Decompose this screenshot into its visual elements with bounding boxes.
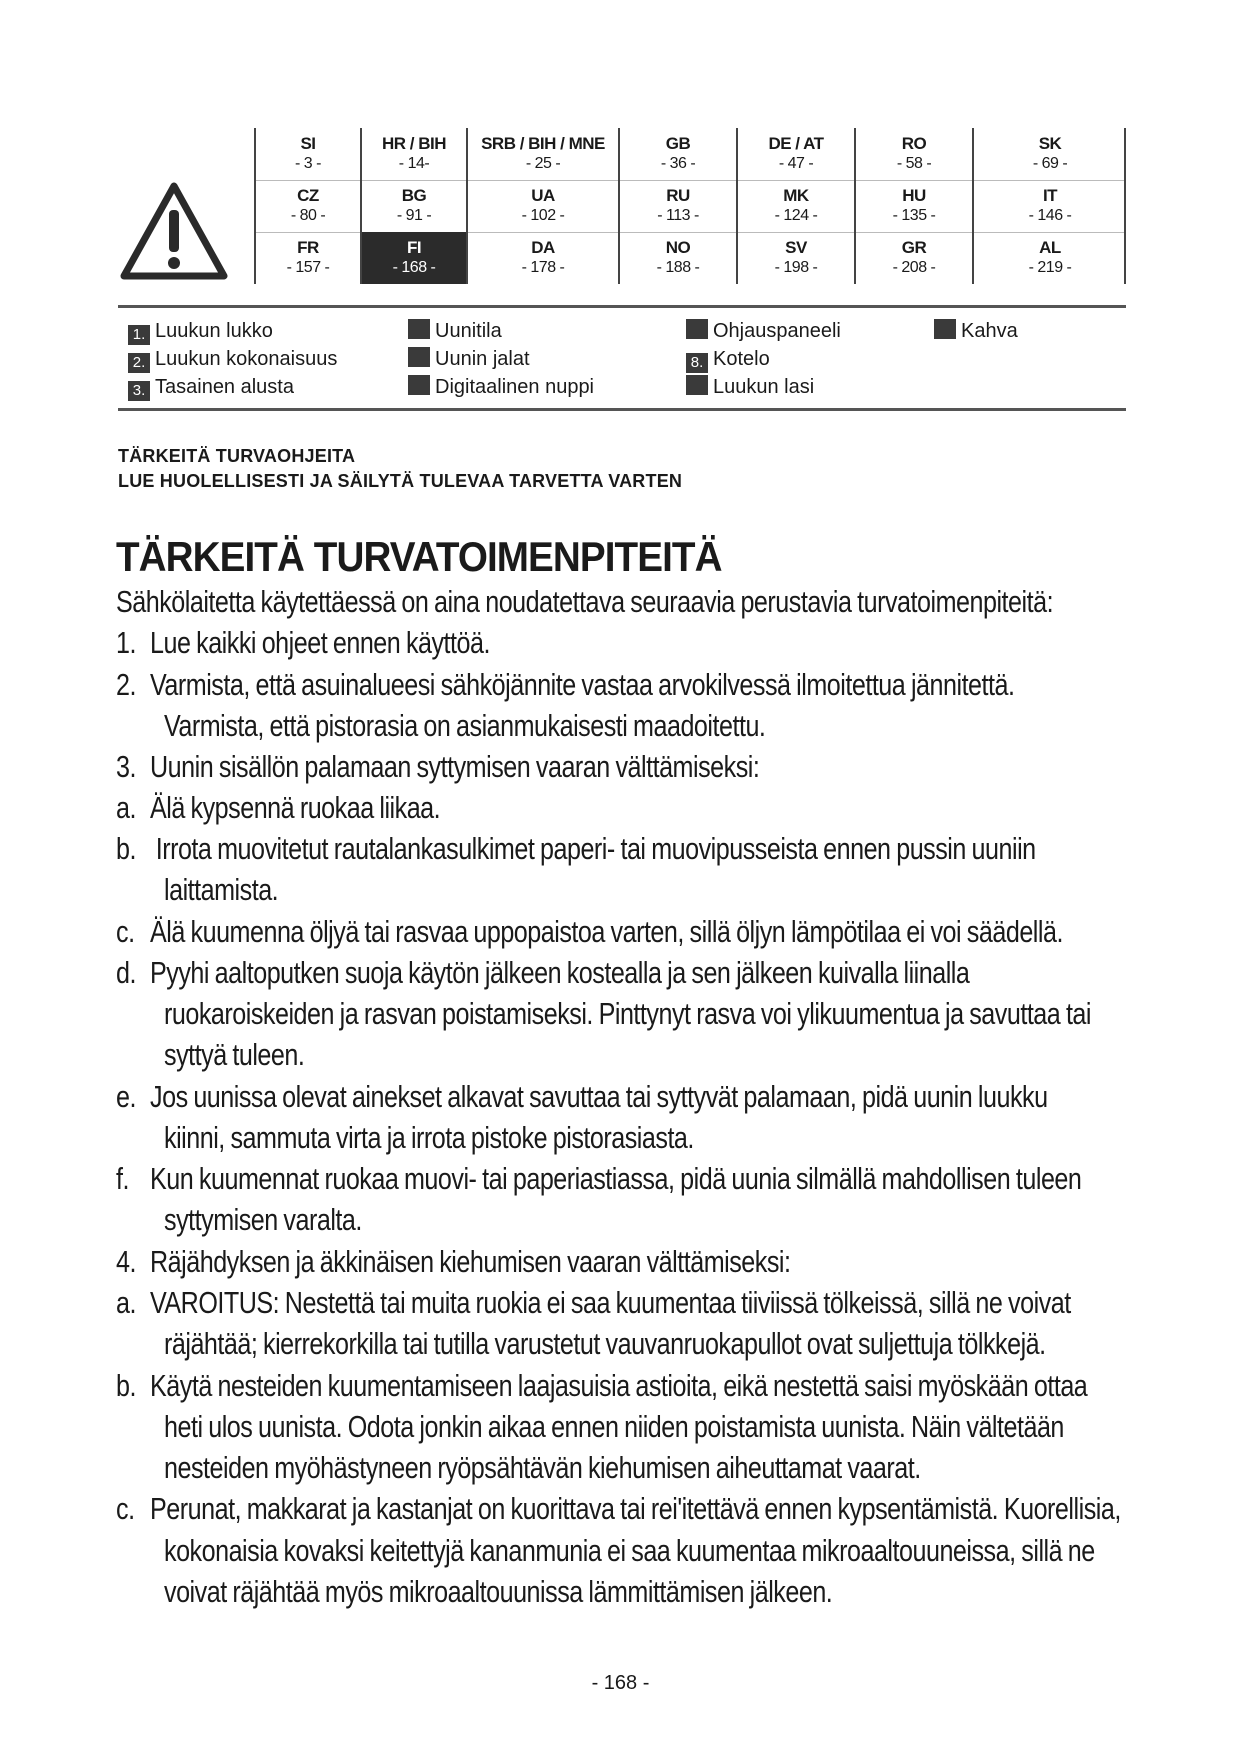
part-item: Ohjauspaneeli bbox=[686, 318, 841, 344]
list-item-continuation: syttymisen varalta. bbox=[164, 1202, 362, 1237]
safety-header-line2: LUE HUOLELLISESTI JA SÄILYTÄ TULEVAA TARVETTA VARTEN bbox=[118, 471, 683, 491]
part-item: 1. Luukun lukko bbox=[128, 318, 273, 344]
part-number-box: 1. bbox=[128, 325, 150, 345]
page-number: - 168 - bbox=[591, 1672, 650, 1694]
language-cell-cz[interactable]: CZ - 80 - bbox=[254, 180, 360, 232]
safety-header-line1: TÄRKEITÄ TURVAOHJEITA bbox=[118, 446, 356, 466]
list-item-continuation: laittamista. bbox=[164, 872, 279, 907]
list-item-continuation: räjähtää; kierrekorkilla tai tutilla varustetut vauvanruokapullot ovat suljettuja tölkkejä. bbox=[164, 1326, 1046, 1361]
divider-bottom bbox=[118, 408, 1126, 411]
part-number-box bbox=[408, 319, 430, 339]
part-item: Digitaalinen nuppi bbox=[408, 374, 594, 400]
list-item: b. Irrota muovitetut rautalankasulkimet paperi- tai muovipusseista ennen pussin uuniin bbox=[116, 831, 1036, 866]
warning-icon bbox=[118, 180, 230, 284]
part-number-box bbox=[408, 375, 430, 395]
list-item: 3. Uunin sisällön palamaan syttymisen vaaran välttämiseksi: bbox=[116, 749, 760, 784]
language-cell-fi-active[interactable]: FI - 168 - bbox=[360, 232, 466, 284]
language-cell-de[interactable]: DE / AT - 47 - bbox=[736, 128, 854, 180]
list-item-continuation: syttyä tuleen. bbox=[164, 1037, 305, 1072]
language-cell-gb[interactable]: GB - 36 - bbox=[618, 128, 736, 180]
page-title: TÄRKEITÄ TURVATOIMENPITEITÄ bbox=[116, 533, 722, 580]
language-cell-it[interactable]: IT - 146 - bbox=[972, 180, 1126, 232]
divider-top bbox=[118, 305, 1126, 308]
list-item-continuation: ruokaroiskeiden ja rasvan poistamiseksi. Pinttynyt rasva voi ylikuumentua ja savuttaa tai bbox=[164, 996, 1092, 1031]
language-cell-ua[interactable]: UA - 102 - bbox=[466, 180, 618, 232]
language-cell-sk[interactable]: SK - 69 - bbox=[972, 128, 1126, 180]
part-number-box bbox=[934, 319, 956, 339]
intro-text: Sähkölaitetta käytettäessä on aina noudatettava seuraavia perustavia turvatoimenpiteitä: bbox=[116, 584, 1054, 619]
language-row bbox=[254, 128, 1126, 180]
list-item: 1. Lue kaikki ohjeet ennen käyttöä. bbox=[116, 625, 490, 660]
part-item: 2. Luukun kokonaisuus bbox=[128, 346, 337, 372]
list-item: a. Älä kypsennä ruokaa liikaa. bbox=[116, 790, 441, 825]
language-row bbox=[254, 180, 1126, 232]
language-cell-bg[interactable]: BG - 91 - bbox=[360, 180, 466, 232]
language-cell-gr[interactable]: GR - 208 - bbox=[854, 232, 972, 284]
part-item: 8. Kotelo bbox=[686, 346, 770, 372]
list-item-continuation: kokonaisia kovaksi keitettyjä kananmunia ei saa kuumentaa mikroaaltouuneissa, sillä ne bbox=[164, 1533, 1095, 1568]
part-item: Uunin jalat bbox=[408, 346, 530, 372]
part-item: Luukun lasi bbox=[686, 374, 814, 400]
language-index-table bbox=[254, 128, 1126, 284]
part-item: 3. Tasainen alusta bbox=[128, 374, 294, 400]
part-number-box: 8. bbox=[686, 353, 708, 373]
part-number-box: 3. bbox=[128, 381, 150, 401]
list-item-continuation: Varmista, että pistorasia on asianmukaisesti maadoitettu. bbox=[164, 708, 766, 743]
part-number-box: 2. bbox=[128, 353, 150, 373]
list-item: f. Kun kuumennat ruokaa muovi- tai paperiastiassa, pidä uunia silmällä mahdollisen tuleen bbox=[116, 1161, 1082, 1196]
list-item: 4. Räjähdyksen ja äkkinäisen kiehumisen vaaran välttämiseksi: bbox=[116, 1244, 791, 1279]
language-cell-si[interactable]: SI - 3 - bbox=[254, 128, 360, 180]
language-cell-ro[interactable]: RO - 58 - bbox=[854, 128, 972, 180]
list-item: b. Käytä nesteiden kuumentamiseen laajasuisia astioita, eikä nestettä saisi myöskään ottaa bbox=[116, 1368, 1088, 1403]
language-cell-hu[interactable]: HU - 135 - bbox=[854, 180, 972, 232]
language-row bbox=[254, 232, 1126, 284]
list-item: c. Älä kuumenna öljyä tai rasvaa uppopaistoa varten, sillä öljyn lämpötilaa ei voi säädellä. bbox=[116, 914, 1063, 949]
part-number-box bbox=[408, 347, 430, 367]
list-item-continuation: nesteiden myöhästyneen ryöpsähtävän kiehumisen aiheuttamat vaarat. bbox=[164, 1450, 921, 1485]
list-item: a. VAROITUS: Nestettä tai muita ruokia ei saa kuumentaa tiiviissä tölkeissä, sillä ne voivat bbox=[116, 1285, 1071, 1320]
part-number-box bbox=[686, 319, 708, 339]
language-cell-sv[interactable]: SV - 198 - bbox=[736, 232, 854, 284]
list-item-continuation: kiinni, sammuta virta ja irrota pistoke pistorasiasta. bbox=[164, 1120, 694, 1155]
part-number-box bbox=[686, 375, 708, 395]
list-item-continuation: voivat räjähtää myös mikroaaltouunissa lämmittämisen jälkeen. bbox=[164, 1574, 833, 1609]
part-item: Uunitila bbox=[408, 318, 502, 344]
table-right-border bbox=[1124, 128, 1126, 284]
language-cell-hr[interactable]: HR / BIH - 14- bbox=[360, 128, 466, 180]
list-item: c. Perunat, makkarat ja kastanjat on kuorittava tai rei'itettävä ennen kypsentämistä. Kuorellisia, bbox=[116, 1491, 1121, 1526]
language-cell-da[interactable]: DA - 178 - bbox=[466, 232, 618, 284]
language-cell-no[interactable]: NO - 188 - bbox=[618, 232, 736, 284]
list-item: d. Pyyhi aaltoputken suoja käytön jälkeen kostealla ja sen jälkeen kuivalla liinalla bbox=[116, 955, 970, 990]
language-cell-srb[interactable]: SRB / BIH / MNE - 25 - bbox=[466, 128, 618, 180]
list-item-continuation: heti ulos uunista. Odota jonkin aikaa ennen niiden poistamista uunista. Näin vältetään bbox=[164, 1409, 1064, 1444]
language-cell-al[interactable]: AL - 219 - bbox=[972, 232, 1126, 284]
language-cell-ru[interactable]: RU - 113 - bbox=[618, 180, 736, 232]
language-cell-fr[interactable]: FR - 157 - bbox=[254, 232, 360, 284]
list-item: e. Jos uunissa olevat ainekset alkavat savuttaa tai syttyvät palamaan, pidä uunin luukku bbox=[116, 1079, 1048, 1114]
list-item: 2. Varmista, että asuinalueesi sähköjännite vastaa arvokilvessä ilmoitettua jännitettä. bbox=[116, 667, 1015, 702]
part-item: Kahva bbox=[934, 318, 1018, 344]
language-cell-mk[interactable]: MK - 124 - bbox=[736, 180, 854, 232]
